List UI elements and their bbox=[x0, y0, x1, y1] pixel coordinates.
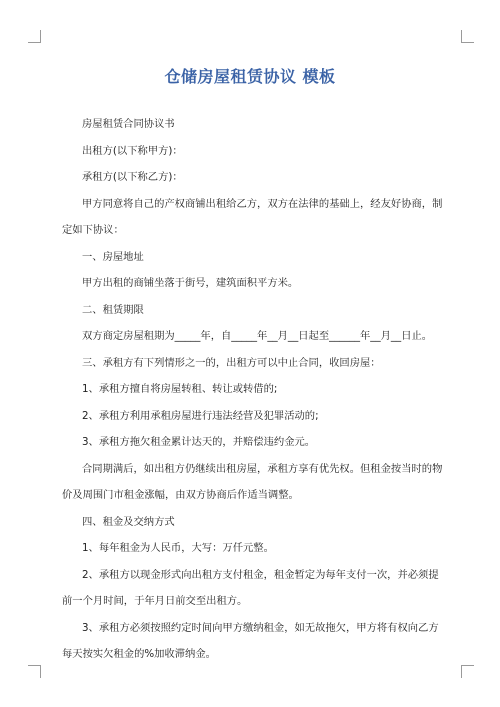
corner-mark-bottom-right bbox=[461, 665, 474, 678]
section-heading-rent: 四、租金及交纳方式 bbox=[82, 515, 175, 528]
paragraph-agreement-intro: 甲方同意将自己的产权商铺出租给乙方，双方在法律的基础上，经友好协商，制定如下协议： bbox=[62, 197, 443, 236]
list-item-sublet: 1、承租方擅自将房屋转租、转让或转借的; bbox=[82, 383, 278, 395]
section-heading-termination: 三、承租方有下列情形之一的，出租方可以中止合同，收回房屋： bbox=[82, 356, 381, 369]
list-item-arrears: 3、承租方拖欠租金累计达天的，并赔偿违约金元。 bbox=[82, 436, 316, 448]
paragraph-address: 甲方出租的商铺坐落于街号，建筑面积平方米。 bbox=[82, 277, 299, 289]
corner-mark-bottom-left bbox=[28, 665, 41, 678]
corner-mark-top-right bbox=[461, 30, 474, 43]
paragraph-renewal: 合同期满后，如出租方仍继续出租房屋，承租方享有优先权。但租金按当时的物价及周围门市租金涨幅，由双方协商后作适当调整。 bbox=[62, 462, 443, 501]
list-item-payment-method: 2、承租方以现金形式向出租方支付租金，租金暂定为每年支付一次，并必须提前一个月时间，于年月日前交至出租方。 bbox=[62, 568, 439, 607]
paragraph-heading: 房屋租赁合同协议书 bbox=[82, 118, 175, 130]
section-heading-address: 一、房屋地址 bbox=[82, 250, 144, 263]
corner-mark-top-left bbox=[28, 30, 41, 43]
paragraph-term: 双方商定房屋租期为_____年，自_____年__月__日起至______年__月__日止。 bbox=[82, 330, 433, 342]
section-heading-term: 二、租赁期限 bbox=[82, 303, 144, 316]
paragraph-lessee: 承租方(以下称乙方)： bbox=[82, 171, 183, 183]
list-item-late-fee: 3、承租方必须按照约定时间向甲方缴纳租金，如无故拖欠，甲方将有权向乙方每天按实欠租金的%加收滞纳金。 bbox=[62, 621, 439, 660]
list-item-illegal-use: 2、承租方利用承租房屋进行违法经营及犯罪活动的; bbox=[82, 409, 319, 422]
list-item-annual-rent: 1、每年租金为人民币，大写：万仟元整。 bbox=[82, 542, 274, 554]
document-body bbox=[62, 111, 445, 668]
paragraph-lessor: 出租方(以下称甲方)： bbox=[82, 144, 183, 157]
document-title: 仓储房屋租赁协议 模板 bbox=[164, 67, 336, 86]
